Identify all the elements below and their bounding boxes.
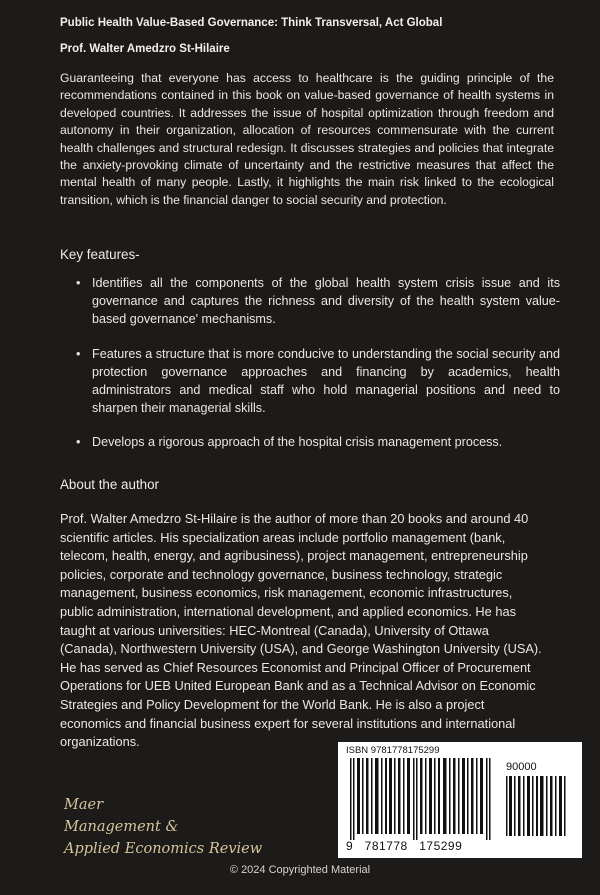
bullet-icon: • xyxy=(76,346,81,361)
key-feature-text: Develops a rigorous approach of the hospital crisis management process. xyxy=(92,435,503,450)
key-feature-text: Identifies all the components of the global health system crisis issue and its governance and captures the richness and diversity of the health system value-based governance' mechanisms. xyxy=(92,276,560,327)
price-barcode-bars xyxy=(504,776,570,836)
publisher-line: Management & xyxy=(64,819,179,835)
key-features-list xyxy=(60,274,560,452)
book-author: Prof. Walter Amedzro St-Hilaire xyxy=(60,43,230,55)
price-code: 90000 xyxy=(506,761,537,773)
copyright-notice: © 2024 Copyrighted Material xyxy=(229,864,371,876)
about-author-heading: About the author xyxy=(60,477,160,492)
isbn-barcode xyxy=(338,742,582,858)
book-summary: Guaranteeing that everyone has access to healthcare is the guiding principle of the recommendations contained in this book on value-based governance of health systems in developed countries. It addresses the issue of hospital optimization through freedom and autonomy in their organization, allocation of resources commensurate with the current health challenges and structural redesign. It discusses strategies and policies that integrate the anxiety-provoking climate of uncertainty and the restrictive measures that affect the mental health of many people. Lastly, it highlights the main risk linked to the ecological transition, which is the financial danger to social security and protection. xyxy=(60,71,554,207)
ean-digits: 9 781778 175299 xyxy=(346,839,463,853)
key-feature-item xyxy=(60,345,560,418)
key-feature-item xyxy=(60,433,560,451)
publisher-line: Maer xyxy=(64,797,104,813)
key-feature-item xyxy=(60,274,560,329)
ean-barcode-bars xyxy=(344,758,494,840)
bullet-icon: • xyxy=(76,276,81,290)
about-author-text: Prof. Walter Amedzro St-Hilaire is the author of more than 20 books and around 40 scientific articles. His specialization areas include portfolio management (bank, telecom, health, energy, and agribusiness), project management, entrepreneurship policies, corporate and technology governance, business technology, strategic management, business economics, risk management, economic infrastructures, public administration, international development, and applied economics. He has taught at various universities: HEC-Montreal (Canada), University of Ottawa (Canada), Northwestern University (USA), and George Washington University (USA). He has served as Chief Resources Economist and Principal Officer of Procurement Operations for UEB United European Bank and as a Technical Advisor on Economic Strategies and Policy Development for the World Bank. He is also a project economics and financial business expert for several institutions and international organizations. xyxy=(60,511,542,750)
publisher-logo xyxy=(64,794,262,860)
isbn-label: ISBN 9781778175299 xyxy=(346,745,440,756)
key-features-heading: Key features- xyxy=(60,247,140,262)
publisher-line: Applied Economics Review xyxy=(64,841,263,857)
bullet-icon: • xyxy=(76,435,81,450)
key-feature-text: Features a structure that is more conducive to understanding the social security and protection governance approaches and financing by academics, health administrators and medical staff who hold managerial positions and need to sharpen their managerial skills. xyxy=(92,346,560,416)
book-title: Public Health Value-Based Governance: Think Transversal, Act Global xyxy=(60,17,443,29)
